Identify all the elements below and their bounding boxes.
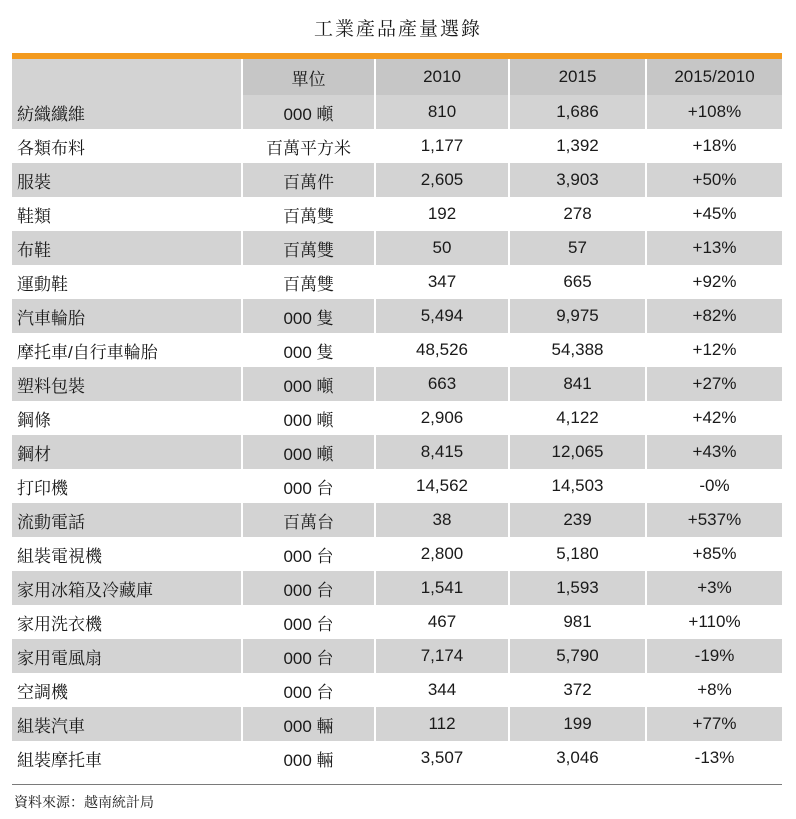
cell-2010: 344 bbox=[375, 673, 509, 707]
cell-2010: 1,177 bbox=[375, 129, 509, 163]
table-row bbox=[12, 333, 782, 367]
header-unit: 單位 bbox=[242, 59, 375, 95]
cell-unit: 000 噸 bbox=[242, 435, 375, 469]
cell-change: +92% bbox=[646, 265, 782, 299]
table-row bbox=[12, 401, 782, 435]
cell-2010: 48,526 bbox=[375, 333, 509, 367]
cell-product: 鋼條 bbox=[12, 401, 242, 435]
cell-product: 鞋類 bbox=[12, 197, 242, 231]
cell-unit: 百萬雙 bbox=[242, 231, 375, 265]
cell-change: +110% bbox=[646, 605, 782, 639]
cell-2015: 1,593 bbox=[509, 571, 646, 605]
cell-change: +43% bbox=[646, 435, 782, 469]
table-row bbox=[12, 367, 782, 401]
cell-2015: 54,388 bbox=[509, 333, 646, 367]
cell-product: 流動電話 bbox=[12, 503, 242, 537]
cell-product: 組裝摩托車 bbox=[12, 741, 242, 775]
cell-2015: 5,790 bbox=[509, 639, 646, 673]
cell-unit: 000 噸 bbox=[242, 401, 375, 435]
cell-product: 組裝電視機 bbox=[12, 537, 242, 571]
cell-change: +8% bbox=[646, 673, 782, 707]
header-product bbox=[12, 59, 242, 95]
cell-2010: 1,541 bbox=[375, 571, 509, 605]
cell-2010: 38 bbox=[375, 503, 509, 537]
cell-2010: 7,174 bbox=[375, 639, 509, 673]
cell-unit: 000 台 bbox=[242, 673, 375, 707]
cell-2015: 239 bbox=[509, 503, 646, 537]
cell-unit: 000 隻 bbox=[242, 299, 375, 333]
cell-unit: 000 台 bbox=[242, 469, 375, 503]
cell-2015: 199 bbox=[509, 707, 646, 741]
cell-change: +85% bbox=[646, 537, 782, 571]
table-row bbox=[12, 741, 782, 775]
table-header-row bbox=[12, 59, 782, 95]
cell-product: 組裝汽車 bbox=[12, 707, 242, 741]
cell-2015: 9,975 bbox=[509, 299, 646, 333]
cell-2015: 57 bbox=[509, 231, 646, 265]
cell-unit: 000 台 bbox=[242, 639, 375, 673]
production-table bbox=[12, 59, 782, 775]
cell-change: -0% bbox=[646, 469, 782, 503]
cell-2010: 810 bbox=[375, 95, 509, 129]
cell-unit: 000 隻 bbox=[242, 333, 375, 367]
table-row bbox=[12, 95, 782, 129]
cell-product: 鋼材 bbox=[12, 435, 242, 469]
table-row bbox=[12, 605, 782, 639]
cell-product: 家用電風扇 bbox=[12, 639, 242, 673]
cell-change: +77% bbox=[646, 707, 782, 741]
source-note: 資料來源：越南統計局 bbox=[14, 794, 154, 810]
cell-2015: 372 bbox=[509, 673, 646, 707]
header-2010: 2010 bbox=[375, 59, 509, 95]
cell-change: +82% bbox=[646, 299, 782, 333]
cell-product: 家用洗衣機 bbox=[12, 605, 242, 639]
cell-2010: 8,415 bbox=[375, 435, 509, 469]
cell-product: 打印機 bbox=[12, 469, 242, 503]
cell-2010: 467 bbox=[375, 605, 509, 639]
cell-2015: 665 bbox=[509, 265, 646, 299]
cell-unit: 000 噸 bbox=[242, 95, 375, 129]
table-row bbox=[12, 469, 782, 503]
cell-product: 紡織纖維 bbox=[12, 95, 242, 129]
table-body bbox=[12, 95, 782, 775]
cell-product: 塑料包裝 bbox=[12, 367, 242, 401]
table-row bbox=[12, 571, 782, 605]
cell-product: 布鞋 bbox=[12, 231, 242, 265]
cell-product: 空調機 bbox=[12, 673, 242, 707]
cell-2010: 2,605 bbox=[375, 163, 509, 197]
cell-unit: 百萬雙 bbox=[242, 197, 375, 231]
cell-2015: 4,122 bbox=[509, 401, 646, 435]
cell-2010: 2,906 bbox=[375, 401, 509, 435]
cell-2015: 1,392 bbox=[509, 129, 646, 163]
cell-unit: 百萬台 bbox=[242, 503, 375, 537]
page-title: 工業產品產量選錄 bbox=[313, 19, 482, 40]
cell-2010: 50 bbox=[375, 231, 509, 265]
cell-2010: 112 bbox=[375, 707, 509, 741]
cell-unit: 000 台 bbox=[242, 537, 375, 571]
cell-unit: 000 輛 bbox=[242, 741, 375, 775]
cell-unit: 百萬件 bbox=[242, 163, 375, 197]
cell-change: -13% bbox=[646, 741, 782, 775]
cell-change: +3% bbox=[646, 571, 782, 605]
bottom-rule bbox=[12, 784, 782, 785]
cell-2015: 981 bbox=[509, 605, 646, 639]
cell-2015: 12,065 bbox=[509, 435, 646, 469]
cell-product: 汽車輪胎 bbox=[12, 299, 242, 333]
cell-unit: 百萬雙 bbox=[242, 265, 375, 299]
cell-2015: 3,046 bbox=[509, 741, 646, 775]
cell-2010: 347 bbox=[375, 265, 509, 299]
cell-2010: 192 bbox=[375, 197, 509, 231]
cell-2015: 1,686 bbox=[509, 95, 646, 129]
cell-product: 服裝 bbox=[12, 163, 242, 197]
cell-unit: 百萬平方米 bbox=[242, 129, 375, 163]
cell-product: 運動鞋 bbox=[12, 265, 242, 299]
cell-2010: 14,562 bbox=[375, 469, 509, 503]
cell-2010: 2,800 bbox=[375, 537, 509, 571]
cell-2015: 841 bbox=[509, 367, 646, 401]
cell-change: +27% bbox=[646, 367, 782, 401]
cell-2015: 14,503 bbox=[509, 469, 646, 503]
cell-product: 摩托車/自行車輪胎 bbox=[12, 333, 242, 367]
cell-2015: 278 bbox=[509, 197, 646, 231]
cell-change: +13% bbox=[646, 231, 782, 265]
cell-2015: 3,903 bbox=[509, 163, 646, 197]
cell-change: +18% bbox=[646, 129, 782, 163]
cell-change: +12% bbox=[646, 333, 782, 367]
table-row bbox=[12, 197, 782, 231]
table-row bbox=[12, 265, 782, 299]
cell-change: +537% bbox=[646, 503, 782, 537]
cell-product: 各類布料 bbox=[12, 129, 242, 163]
cell-change: -19% bbox=[646, 639, 782, 673]
table-row bbox=[12, 163, 782, 197]
cell-change: +45% bbox=[646, 197, 782, 231]
cell-change: +42% bbox=[646, 401, 782, 435]
cell-2010: 3,507 bbox=[375, 741, 509, 775]
cell-unit: 000 輛 bbox=[242, 707, 375, 741]
cell-change: +108% bbox=[646, 95, 782, 129]
table-row bbox=[12, 231, 782, 265]
table-row bbox=[12, 435, 782, 469]
cell-unit: 000 台 bbox=[242, 571, 375, 605]
cell-unit: 000 台 bbox=[242, 605, 375, 639]
cell-2010: 5,494 bbox=[375, 299, 509, 333]
header-change: 2015/2010 bbox=[646, 59, 782, 95]
table-row bbox=[12, 639, 782, 673]
table-row bbox=[12, 299, 782, 333]
cell-2010: 663 bbox=[375, 367, 509, 401]
cell-2015: 5,180 bbox=[509, 537, 646, 571]
cell-product: 家用冰箱及冷藏庫 bbox=[12, 571, 242, 605]
table-row bbox=[12, 503, 782, 537]
table-row bbox=[12, 707, 782, 741]
table-row bbox=[12, 537, 782, 571]
table-row bbox=[12, 673, 782, 707]
header-2015: 2015 bbox=[509, 59, 646, 95]
cell-change: +50% bbox=[646, 163, 782, 197]
cell-unit: 000 噸 bbox=[242, 367, 375, 401]
table-row bbox=[12, 129, 782, 163]
